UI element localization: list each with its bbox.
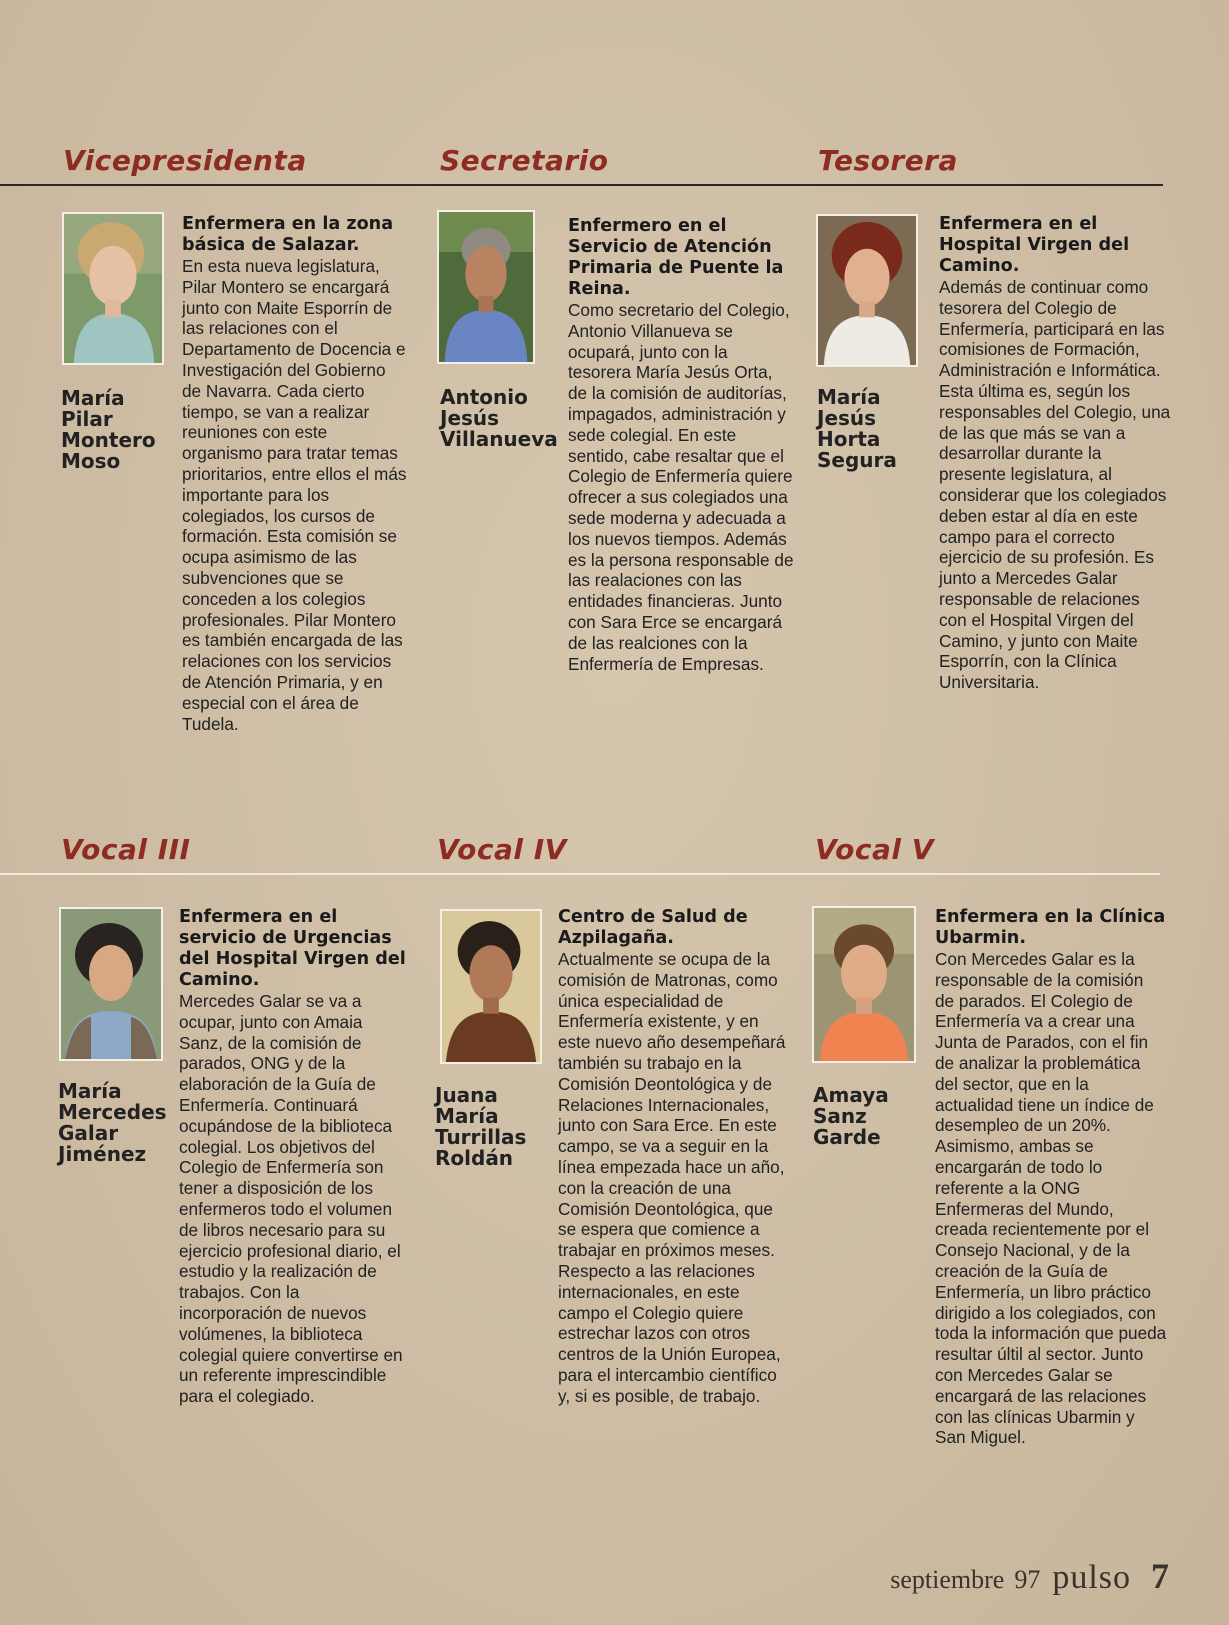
section-title-vocal-iii: Vocal III <box>61 833 191 866</box>
body-vicepresidenta: En esta nueva legislatura, Pilar Montero se encargará junto con Maite Esporrín de las relaciones con el Departamento de Docencia e Investigación del Gobierno de Navarra. Cada cierto tiempo, se van a realizar reuniones con este organismo para tratar temas prioritarios, entre ellos el más importante para los colegiados, los cursos de formación. Esta comisión se ocupa asimismo de las subvenciones que se conceden a los colegios profesionales. Pilar Montero es también encargada de las relaciones con los servicios de Atención Primaria, y en especial con el área de Tudela. <box>182 256 407 734</box>
person-name-juana-maria-turrillas-roldan: Juana María Turrillas Roldán <box>435 1083 527 1170</box>
lead-vicepresidenta: Enfermera en la zona básica de Salazar. <box>182 214 394 255</box>
footer-year: 97 <box>1014 1565 1041 1594</box>
section-title-vocal-iv: Vocal IV <box>437 833 567 866</box>
section-text-vocal-iii <box>179 907 407 1407</box>
person-name-maria-mercedes-galar-jimenez: María Mercedes Galar Jiménez <box>58 1079 167 1166</box>
body-secretario: Como secretario del Colegio, Antonio Villanueva se ocupará, junto con la tesorera María Jesús Orta, de la comisión de auditorías, impagados, administración y sede colegial. En este sentido, cabe resaltar que el Colegio de Enfermería quiere ofrecer a sus colegiados una sede moderna y adecuada a los nuevos tiempos. Además es la persona responsable de las realaciones con las entidades financieras. Junto con Sara Erce se encargará de las realciones con la Enfermería de Empresas. <box>568 300 794 674</box>
footer-month: septiembre <box>890 1565 1005 1594</box>
section-text-secretario <box>568 216 794 674</box>
body-vocal-v: Con Mercedes Galar es la responsable de la comisión de parados. El Colegio de Enfermería va a crear una Junta de Parados, con el fin de analizar la problemática del sector, que en la actualidad tiene un índice de desempleo de un 20%. Asimismo, ambas se encargarán de todo lo referente a la ONG Enfermeras del Mundo, creada recientemente por el Consejo Nacional, y de la creación de la Guía de Enfermería, un libro práctico dirigido a los colegiados, con toda la información que pueda resultar últil al sector. Junto con Mercedes Galar se encargará de las relaciones con las clínicas Ubarmin y San Miguel. <box>935 949 1167 1448</box>
section-title-secretario: Secretario <box>440 144 609 177</box>
section-text-vocal-iv <box>558 907 786 1407</box>
person-name-maria-pilar-montero-moso: María Pilar Montero Moso <box>61 386 156 473</box>
portrait-photo-antonio-villanueva <box>437 210 535 364</box>
section-title-vocal-v: Vocal V <box>815 833 934 866</box>
lead-vocal-iii: Enfermera en el servicio de Urgencias del Hospital Virgen del Camino. <box>179 907 406 990</box>
body-vocal-iii: Mercedes Galar se va a ocupar, junto con Amaia Sanz, de la comisión de parados, ONG y de la elaboración de la Guía de Enfermería. Continuará ocupándose de la biblioteca colegial. Los objetivos del Colegio de Enfermería son tener a disposición de los enfermeros todo el volumen de libros necesario para su ejercicio profesional diario, el estudio y la realización de trabajos. Con la incorporación de nuevos volúmenes, la biblioteca colegial quiere convertirse en un referente imprescindible para el colegiado. <box>179 991 403 1407</box>
page-footer <box>890 1555 1169 1597</box>
section-text-vicepresidenta <box>182 214 408 734</box>
person-name-maria-jesus-horta-segura: María Jesús Horta Segura <box>817 385 897 472</box>
page-number: 7 <box>1151 1556 1169 1596</box>
portrait-photo-amaya-sanz <box>812 906 916 1063</box>
body-vocal-iv: Actualmente se ocupa de la comisión de Matronas, como única especialidad de Enfermería existente, y en este nuevo año desempeñará también su trabajo en la Comisión Deontológica y de Relaciones Internacionales, junto con Sara Erce. En este campo, se va a seguir en la línea empezada hace un año, con la creación de una Comisión Deontológica, que se espera que comience a trabajar en próximos meses. Respecto a las relaciones internacionales, en este campo el Colegio quiere estrechar lazos con otros centros de la Unión Europea, para el intercambio científico y, si es posible, de trabajo. <box>558 949 786 1406</box>
person-name-amaya-sanz-garde: Amaya Sanz Garde <box>813 1083 889 1149</box>
lead-tesorera: Enfermera en el Hospital Virgen del Camino. <box>939 214 1130 276</box>
magazine-name: pulso <box>1052 1559 1131 1596</box>
body-tesorera: Además de continuar como tesorera del Colegio de Enfermería, participará en las comisiones de Formación, Administración e Informática. Esta última es, según los responsables del Colegio, una de las que más se van a desarrollar durante la presente legislatura, al considerar que los colegiados deben estar al día en este campo para el correcto ejercicio de su profesión. Es junto a Mercedes Galar responsable de relaciones con el Hospital Virgen del Camino, y junto con Maite Esporrín, con la Clínica Universitaria. <box>939 277 1171 693</box>
section-title-vicepresidenta: Vicepresidenta <box>63 144 307 177</box>
section-title-tesorera: Tesorera <box>818 144 958 177</box>
portrait-photo-pilar-montero <box>62 212 164 365</box>
lead-vocal-iv: Centro de Salud de Azpilagaña. <box>558 907 748 948</box>
top-section-rule <box>0 184 1163 186</box>
portrait-photo-mercedes-galar <box>59 907 163 1061</box>
lead-vocal-v: Enfermera en la Clínica Ubarmin. <box>935 907 1166 948</box>
portrait-photo-maria-jesus-horta <box>816 214 918 367</box>
person-name-antonio-jesus-villanueva: Antonio Jesús Villanueva <box>440 385 558 451</box>
portrait-photo-juana-turrillas <box>440 909 542 1064</box>
bottom-section-rule <box>0 873 1160 875</box>
section-text-tesorera <box>939 214 1171 693</box>
lead-secretario: Enfermero en el Servicio de Atención Primaria de Puente la Reina. <box>568 216 784 299</box>
section-text-vocal-v <box>935 907 1167 1448</box>
